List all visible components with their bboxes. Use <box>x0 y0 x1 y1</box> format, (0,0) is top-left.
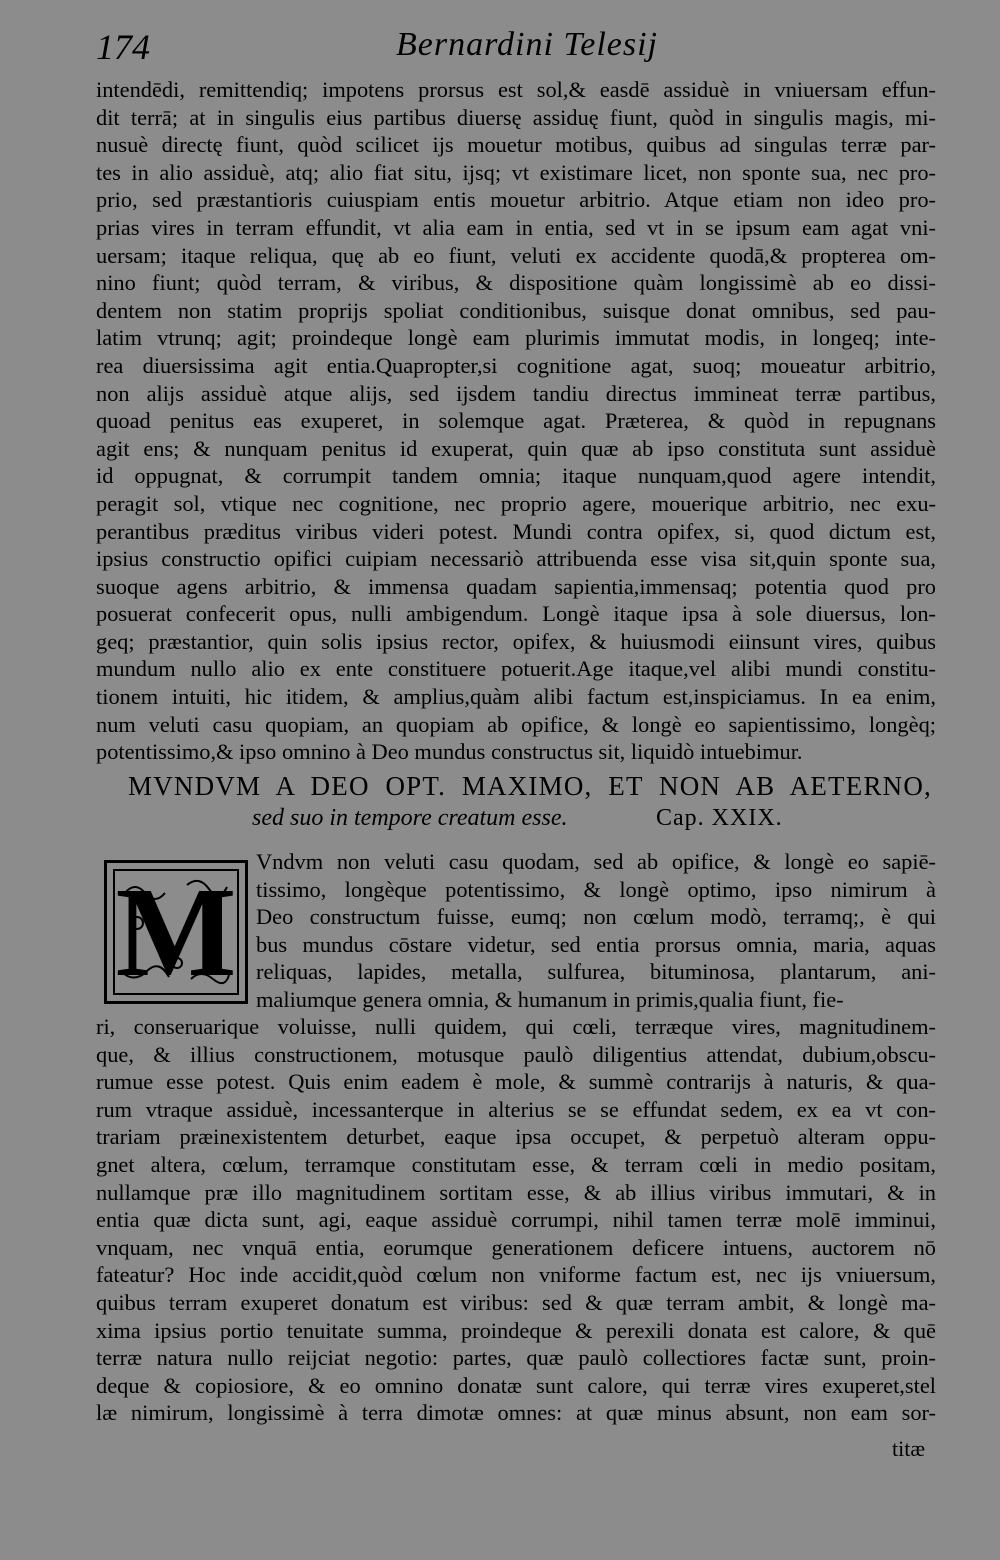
text-line: maliumque genera omnia, & humanum in primis,qualia fiunt, fie- <box>256 986 844 1012</box>
text-line: gnet altera, cœlum, terramque constitutam esse, & terram cœli in medio positam, <box>96 1151 936 1177</box>
chapter-title: MVNDVM A DEO OPT. MAXIMO, ET NON AB AETERNO, <box>128 771 932 801</box>
text-line: dit terrā; at in singulis eius partibus diuersę assiduę fiunt, quòd in singulis magis, mi- <box>96 104 936 130</box>
text-line: dentem non statim proprijs spoliat conditionibus, suisque donat omnibus, sed pau- <box>96 297 936 323</box>
text-line: Vndvm non veluti casu quodam, sed ab opifice, & longè eo sapiē- <box>256 849 936 874</box>
text-line: ri, conseruarique voluisse, nulli quidem, qui cœli, terræque vires, magnitudinem- <box>96 1014 936 1039</box>
text-line: terræ natura nullo reijciat negotio: partes, quæ paulò collectiores factæ sunt, proin- <box>96 1345 936 1371</box>
text-line: quoad penitus eas exuperet, in solemque agat. Præterea, & quòd in repugnans <box>96 408 936 434</box>
text-line: suoque agens arbitrio, & immensa quadam sapientia,immensaq; potentia quod pro <box>96 573 936 599</box>
text-line: rea diuersissima agit entia.Quapropter,si cognitione agat, suoq; moueatur arbitrio, <box>96 352 936 378</box>
text-line: reliquas, lapides, metalla, sulfurea, bituminosa, plantarum, ani- <box>256 959 936 985</box>
paragraph-2-indented <box>256 848 936 1014</box>
text-line: trariam præinexistentem deturbet, eaque ipsa occupet, & perpetuò alteram oppu- <box>96 1124 936 1150</box>
text-line: Deo constructum fuisse, eumq; non cœlum modò, terramq;, è qui <box>256 904 936 930</box>
text-line: que, & illius constructionem, motusque paulò diligentius attendat, dubium,obscu- <box>96 1041 936 1067</box>
text-line: posuerat confecerit opus, nulli ambigendum. Longè itaque ipsa à sole diuersus, lon- <box>96 601 936 627</box>
text-line: ipsius constructio opifici cuipiam necessariò attribuenda esse visa sit,quin sponte sua, <box>96 546 936 572</box>
text-line: rum vtraque assiduè, incessanterque in alterius se se effundat sedem, ex ea vt con- <box>96 1096 936 1122</box>
chapter-number: Cap. XXIX. <box>656 805 783 831</box>
paragraph-2 <box>96 1013 936 1427</box>
text-line: tes in alio assiduè, atq; alio fiat situ, ijsq; vt existimare licet, non sponte sua, nec pro- <box>96 159 936 185</box>
page-number: 174 <box>96 27 150 67</box>
chapter-heading <box>96 770 936 834</box>
text-line: latim vtrunq; agit; proindeque longè eam plurimis immutat modis, in longeq; inte- <box>96 325 936 351</box>
text-line: id oppugnat, & corrumpit tandem omnia; itaque nunquam,quod agere intendit, <box>96 463 936 489</box>
text-line: bus mundus cōstare videtur, sed entia prorsus omnia, maria, aquas <box>256 931 936 957</box>
running-title: Bernardini Telesij <box>396 26 658 63</box>
text-line: prio, sed præstantioris cuiuspiam entis mouetur arbitrio. Atque etiam non ideo pro- <box>96 187 936 213</box>
text-line: læ nimirum, longissimè à terra dimotæ omnes: at quæ minus absunt, non eam sor- <box>96 1400 936 1426</box>
initial-letter: M <box>115 861 237 1003</box>
text-line: rumue esse potest. Quis enim eadem è mole, & summè contrarijs à naturis, & qua- <box>96 1069 936 1095</box>
text-line: vnquam, nec vnquā entia, eorumque generationem deficere intuens, auctorem nō <box>96 1234 936 1260</box>
text-line: prias vires in terram effundit, vt alia eam in entia, sed vt in se ipsum eam agat vni- <box>96 214 936 240</box>
text-line: nusuè directę fiunt, quòd scilicet ijs mouetur motibus, quibus ad singulas terræ par- <box>96 132 936 158</box>
text-line: agit ens; & nunquam penitus id exuperat, quin quæ ab ipso constituta sunt assiduè <box>96 435 936 461</box>
text-line: tissimo, longèque potentissimo, & longè optimo, ipso nimirum à <box>256 876 936 902</box>
text-line: entia quæ dicta sunt, agi, eaque assiduè corrumpi, nihil tamen terræ molē imminui, <box>96 1207 936 1233</box>
text-line: mundum nullo alio ex ente constituere potuerit.Age itaque,vel alibi mundi constitu- <box>96 656 936 682</box>
text-line: geq; præstantior, quin solis ipsius rector, opifex, & huiusmodi eiinsunt vires, quibus <box>96 628 936 654</box>
text-line: uersam; itaque reliqua, quę ab eo fiunt, veluti ex accidente quodā,& propterea om- <box>96 242 936 268</box>
text-line: intendēdi, remittendiq; impotens prorsus est sol,& easdē assiduè in vniuersam effun- <box>96 77 936 102</box>
text-line: num veluti casu quopiam, an quopiam ab opifice, & longè eo sapientissimo, longèq; <box>96 711 936 737</box>
text-line: perantibus præditus viribus videri potest. Mundi contra opifex, si, quod dictum est, <box>96 518 936 544</box>
page-header <box>96 22 916 70</box>
paragraph-1 <box>96 76 936 766</box>
text-line: tionem intuiti, hic itidem, & amplius,quàm alibi factum est,inspiciamus. In ea enim, <box>96 684 936 710</box>
chapter-subtitle: sed suo in tempore creatum esse. <box>252 805 568 831</box>
text-line: non alijs assiduè atque alijs, sed ijsdem tandiu directus immineat terræ partibus, <box>96 380 936 406</box>
text-line: quibus terram exuperet donatum est viribus: sed & quæ terram ambit, & longè ma- <box>96 1289 936 1315</box>
text-line: potentissimo,& ipso omnino à Deo mundus constructus sit, liquidò intuebimur. <box>96 739 803 765</box>
decorated-initial <box>104 860 248 1004</box>
text-line: deque & copiosiore, & eo omnino donatæ sunt calore, qui terræ vires exuperet,stel <box>96 1372 936 1398</box>
catchword: titæ <box>892 1436 926 1461</box>
text-line: xima ipsius portio tenuitate summa, proindeque & perexili donata est calore, & quē <box>96 1317 936 1343</box>
text-line: nullamque præ illo magnitudinem sortitam esse, & ab illius viribus immutari, & in <box>96 1179 936 1205</box>
chapter-subtitle-line <box>96 802 936 834</box>
text-line: peragit sol, vtique nec cognitione, nec proprio agere, mouerique arbitrio, nec exu- <box>96 490 936 516</box>
text-line: nino fiunt; quòd terram, & viribus, & dispositione quàm longissimè ab eo dissi- <box>96 270 936 296</box>
text-line: fateatur? Hoc inde accidit,quòd cœlum non vniforme factum est, nec ijs vniuersum, <box>96 1262 936 1288</box>
